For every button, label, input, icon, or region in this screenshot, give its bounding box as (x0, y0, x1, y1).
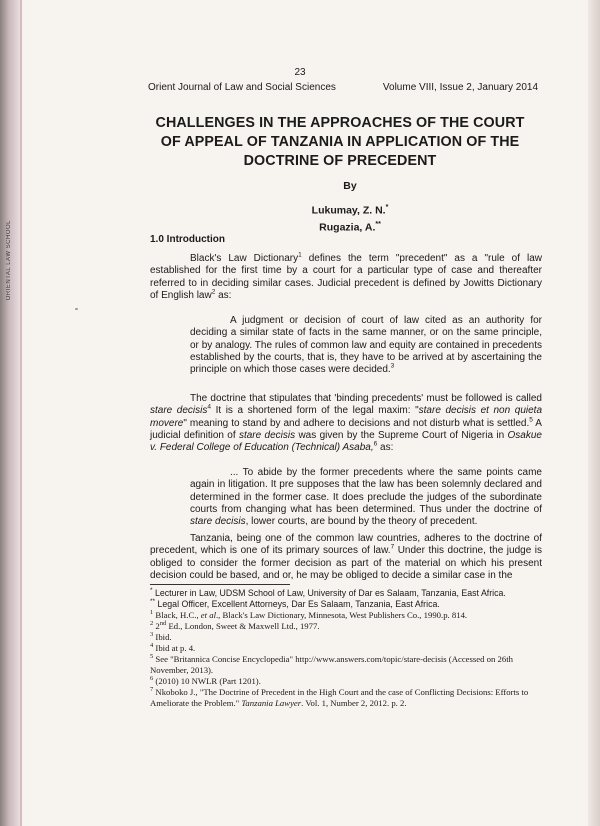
footnote-ref: 5 (529, 416, 533, 424)
author-1: Lukumay, Z. N.* (311, 204, 389, 217)
by-label: By (343, 180, 357, 192)
spine-label: ORIENTAL LAW SCHOOL (6, 220, 12, 301)
footnote-ref: 2 (211, 288, 216, 296)
footnote: $^1$ Black, H.C., et al., Black's Law Dictionary, Minnesota, West Publishers Co., 1990.p. 814. (150, 609, 468, 620)
footnote: $^7$ Nkoboko J., "The Doctrine of Precedent in the High Court and the case of Conflicting Decisions: Efforts to Ameliorate the Problem." Tanzania Lawyer. Vol. 1, Number 2, 2012. p. 2. (150, 686, 529, 708)
block-quote-1: A judgment or decision of court of law cited as an authority for deciding a similar state of facts in the same manner, or on the same principle, or by analogy. The rules of common law and equity are contained in precedents established by the courts, that is, they have to be arrived at by ascertaining the principle on which those cases were decided.$^3$ (190, 315, 542, 376)
pencil-mark (75, 308, 78, 310)
footnote: $^2$ 2nd Ed., London, Sweet & Maxwell Ltd., 1977. (150, 620, 320, 631)
title-line: CHALLENGES IN THE APPROACHES OF THE COURT (155, 115, 525, 131)
binding-edge (20, 0, 22, 826)
author-list (0, 201, 600, 234)
footnote: $^4$ Ibid at p. 4. (150, 642, 196, 653)
author-2: Rugazia, A.** (319, 220, 381, 233)
footnote-ref: 6 (373, 440, 378, 448)
section-heading: 1.0 Introduction (150, 234, 225, 245)
title-line: OF APPEAL OF TANZANIA IN APPLICATION OF THE (160, 134, 520, 150)
page-edge (588, 0, 600, 826)
paragraph-tanzania: Tanzania, being one of the common law countries, adheres to the doctrine of precedent, which is one of its primary sources of law.$^7$ Under this doctrine, the judge is obliged to consider the former decision as part of the material on which his present decision could be based, and or, he may be obliged to decide a similar case in the (150, 533, 542, 581)
title-line: DOCTRINE OF PRECEDENT (243, 153, 437, 169)
footnote-ref: 4 (207, 403, 211, 411)
footnote: ** Legal Officer, Excellent Attorneys, Dar Es Salaam, Tanzania, East Africa. (150, 598, 440, 609)
footnote: $^3$ Ibid. (150, 631, 172, 642)
journal-name: Orient Journal of Law and Social Sciences (148, 82, 336, 93)
footnote: $^6$ (2010) 10 NWLR (Part 1201). (150, 675, 261, 686)
page-number: 23 (294, 67, 306, 78)
footnotes (150, 588, 545, 709)
footnote-ref: 1 (298, 251, 302, 259)
footnote: * Lecturer in Law, UDSM School of Law, University of Dar es Salaam, Tanzania, East Africa. (150, 587, 506, 598)
footnote: $^5$ See "Britannica Concise Encyclopedia" http://www.answers.com/topic/stare-decisis (Accessed on 26th November, 2013). (150, 653, 513, 675)
block-quote-2: ... To abide by the former precedents where the same points came again in litigation. It pre supposes that the law has been solemnly declared and determined in the former case. It does preclude the judges of the subordinate courts from changing what has been determined. Thus under the doctrine of stare decisis, lower courts, are bound by the theory of precedent. (190, 467, 542, 528)
book-binding-shadow (0, 0, 20, 826)
footnote-divider (150, 584, 290, 585)
article-title (120, 114, 560, 171)
paragraph-stare-decisis: The doctrine that stipulates that 'binding precedents' must be followed is called stare decisis$^4$ It is a shortened form of the legal maxim: "stare decisis et non quieta movere" meaning to stand by and adhere to decisions and not disturb what is settled.$^5$ A judicial definition of stare decisis was given by the Supreme Court of Nigeria in Osakue v. Federal College of Education (Technical) Asaba,$^6$ as: (150, 393, 543, 454)
footnote-ref: 3 (390, 362, 395, 370)
paragraph-intro: Black's Law Dictionary$^1$ defines the term "precedent" as a "rule of law established for the first time by a court for a particular type of case and thereafter referred to in deciding similar cases. Judicial precedent is defined by Jowitts Dictionary of English law$^2$ as: (150, 251, 543, 301)
journal-issue: Volume VIII, Issue 2, January 2014 (382, 82, 538, 93)
footnote-ref: 7 (390, 543, 395, 551)
